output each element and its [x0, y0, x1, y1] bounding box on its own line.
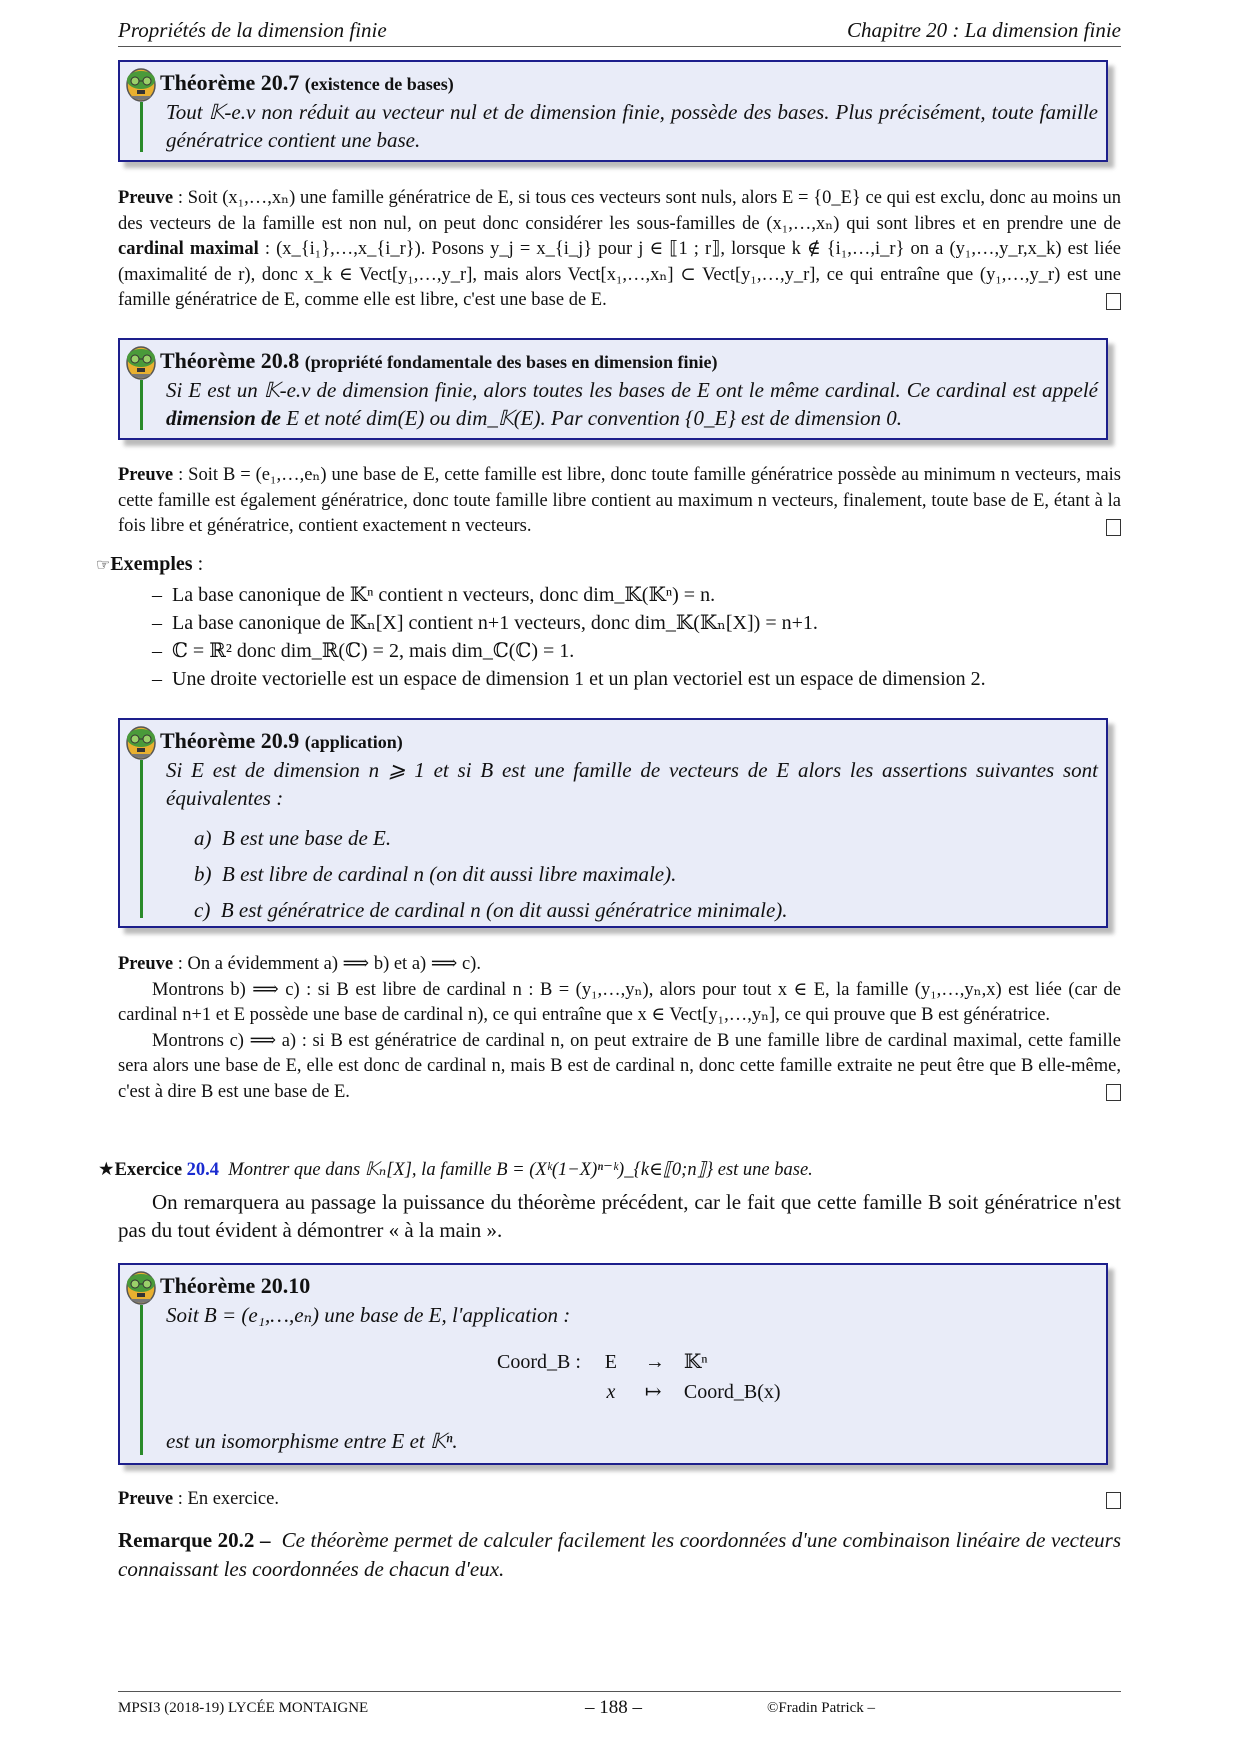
examples-heading: ☞Exemples :	[96, 553, 204, 575]
footer-rule	[118, 1691, 1121, 1692]
mascot-icon	[124, 68, 158, 102]
theorem-side-bar	[140, 1305, 143, 1455]
exercise-20-4: ★Exercice 20.4 Montrer que dans 𝕂ₙ[X], la famille B = (Xᵏ(1−X)ⁿ⁻ᵏ)_{k∈⟦0;n⟧} est une base.	[98, 1160, 813, 1180]
proof-paragraph: Montrons c) ⟹ a) : si B est génératrice de cardinal n, on peut extraire de B une famille libre de cardinal maximal, cette famille sera alors une base de E, elle est donc de cardinal n, mais B est de cardinal n, donc cette famille extraite ne peut être que B elle-même, c'est à dire B est une base de E.	[118, 1030, 1121, 1102]
proof-20-10: Preuve : En exercice.	[118, 1487, 1121, 1513]
proof-20-8	[118, 463, 1121, 540]
coord-map: Coord_B : E → 𝕂ⁿ x ↦ Coord_B(x)	[497, 1351, 781, 1403]
qed-square-icon	[1106, 1084, 1121, 1101]
qed-square-icon	[1106, 293, 1121, 310]
theorem-side-bar	[140, 380, 143, 430]
theorem-statement: Tout 𝕂-e.v non réduit au vecteur nul et de dimension finie, possède des bases. Plus précisément, toute famille génératrice contient une base.	[166, 100, 1098, 152]
proof-bold: cardinal maximal	[118, 239, 259, 259]
exercise-remark: On remarquera au passage la puissance du théorème précédent, car le fait que cette famille B soit génératrice n'est pas du tout évident à démontrer « à la main ».	[118, 1190, 1121, 1242]
pointing-hand-icon: ☞	[96, 557, 111, 574]
proof-paragraph: Montrons b) ⟹ c) : si B est libre de cardinal n : B = (y₁,…,yₙ), alors pour tout x ∈ E, la famille (y₁,…,yₙ,x) est liée (car de cardinal n+1 et E possède une base de cardinal n), ce qui entraîne que x ∈ Vect[y₁,…,yₙ], ce qui prouve que B est génératrice.	[118, 979, 1121, 1025]
theorem-20-10	[118, 1263, 1108, 1465]
list-item: – La base canonique de 𝕂ⁿ contient n vecteurs, donc dim_𝕂(𝕂ⁿ) = n.	[152, 584, 716, 606]
assertion-item: a) B est une base de E.	[194, 826, 392, 850]
theorem-side-bar	[140, 102, 143, 152]
examples-list	[152, 581, 1132, 693]
proof-text: : Soit (x₁,…,xₙ) une famille génératrice de E, si tous ces vecteurs sont nuls, alors E = {0_E} ce qui est exclu, donc au moins un des vecteurs de la famille est non nul, on peut donc considérer les sous-familles de (x₁,…,xₙ) qui sont libres et en prendre une de	[118, 188, 1121, 234]
footer-left: MPSI3 (2018-19) LYCÉE MONTAIGNE	[118, 1700, 369, 1716]
theorem-side-bar	[140, 760, 143, 918]
proof-label: Preuve	[118, 465, 174, 485]
proof-label: Preuve	[118, 954, 174, 974]
remark-20-2: Remarque 20.2 – Ce théorème permet de calculer facilement les coordonnées d'une combinaison linéaire de vecteurs connaissant les coordonnées de chacun d'eux.	[118, 1528, 1122, 1581]
running-header-section: Propriétés de la dimension finie	[118, 18, 387, 42]
qed-square-icon	[1106, 519, 1121, 536]
header-rule	[118, 46, 1121, 47]
theorem-title: Théorème 20.10	[160, 1273, 311, 1298]
assertion-item: b) B est libre de cardinal n (on dit aussi libre maximale).	[194, 862, 677, 886]
mascot-icon	[124, 346, 158, 380]
assertion-item: c) B est génératrice de cardinal n (on dit aussi génératrice minimale).	[194, 898, 788, 922]
proof-20-7	[118, 186, 1121, 314]
theorem-title: Théorème 20.9 (application)	[160, 728, 403, 753]
footer-right: ©Fradin Patrick –	[767, 1700, 876, 1716]
proof-text: : Soit B = (e₁,…,eₙ) une base de E, cette famille est libre, donc toute famille génératrice possède au minimum n vecteurs, mais cette famille est également génératrice, donc toute famille libre contient au maximum n vecteurs, finalement, toute base de E, étant à la fois libre et génératrice, contient exactement n vecteurs.	[118, 465, 1121, 536]
running-header-chapter: Chapitre 20 : La dimension finie	[847, 18, 1121, 42]
theorem-title: Théorème 20.8 (propriété fondamentale des bases en dimension finie)	[160, 348, 718, 373]
exercise-number-link[interactable]: 20.4	[186, 1160, 220, 1180]
theorem-statement: Si E est un 𝕂-e.v de dimension finie, alors toutes les bases de E ont le même cardinal. Ce cardinal est appelé dimension de E et noté dim(E) ou dim_𝕂(E). Par convention {0_E} est de dimension 0.	[166, 378, 1098, 430]
qed-square-icon	[1106, 1492, 1121, 1509]
list-item: – La base canonique de 𝕂ₙ[X] contient n+1 vecteurs, donc dim_𝕂(𝕂ₙ[X]) = n+1.	[152, 612, 818, 634]
theorem-statement: Si E est de dimension n ⩾ 1 et si B est une famille de vecteurs de E alors les assertions suivantes sont équivalentes : a) B est une base de E. b) B est libre de cardinal n (on dit aussi libre maximale). c) B est génératrice de cardinal n (on dit aussi génératrice minimale).	[166, 756, 1098, 928]
proof-text: : (x_{i₁},…,x_{i_r}). Posons y_j = x_{i_j} pour j ∈ ⟦1 ; r⟧, lorsque k ∉ {i₁,…,i_r} on a (y₁,…,y_r,x_k) est liée (maximalité de r), donc x_k ∈ Vect[y₁,…,y_r], mais alors Vect[x₁,…,xₙ] ⊂ Vect[y₁,…,y_r], ce qui entraîne que (y₁,…,y_r) est une famille génératrice de E, comme elle est libre, c'est une base de E.	[118, 239, 1121, 310]
mascot-icon	[124, 726, 158, 760]
list-item: – Une droite vectorielle est un espace de dimension 1 et un plan vectoriel est un espace de dimension 2.	[152, 668, 986, 690]
theorem-20-7	[118, 60, 1108, 162]
proof-20-9: Preuve : On a évidemment a) ⟹ b) et a) ⟹ c). Montrons b) ⟹ c) : si B est libre de cardinal n : B = (y₁,…,yₙ), alors pour tout x ∈ E, la famille (y₁,…,yₙ,x) est liée (car de cardinal n+1 et E possède une base de cardinal n), ce qui entraîne que x ∈ Vect[y₁,…,yₙ], ce qui prouve que B est génératrice. Montrons c) ⟹ a) : si B est génératrice de cardinal n, on peut extraire de B une famille libre de cardinal maximal, cette famille sera alors une base de E, elle est donc de cardinal n, mais B est de cardinal n, donc cette famille extraite ne peut être que B elle-même, c'est à dire B est une base de E.	[118, 952, 1121, 1105]
theorem-20-9	[118, 718, 1108, 928]
theorem-statement: Soit B = (e₁,…,eₙ) une base de E, l'application : Coord_B : E → 𝕂ⁿ x ↦ Coord_B(x) est un isomorphisme entre E et 𝕂ⁿ.	[166, 1303, 781, 1453]
star-icon: ★	[98, 1160, 115, 1180]
proof-label: Preuve	[118, 1489, 174, 1509]
mascot-icon	[124, 1271, 158, 1305]
theorem-20-8	[118, 338, 1108, 440]
page-number: – 188 –	[585, 1697, 642, 1718]
theorem-title: Théorème 20.7 (existence de bases)	[160, 70, 454, 95]
list-item: – ℂ = ℝ² donc dim_ℝ(ℂ) = 2, mais dim_ℂ(ℂ) = 1.	[152, 640, 575, 662]
proof-label: Preuve	[118, 188, 174, 208]
